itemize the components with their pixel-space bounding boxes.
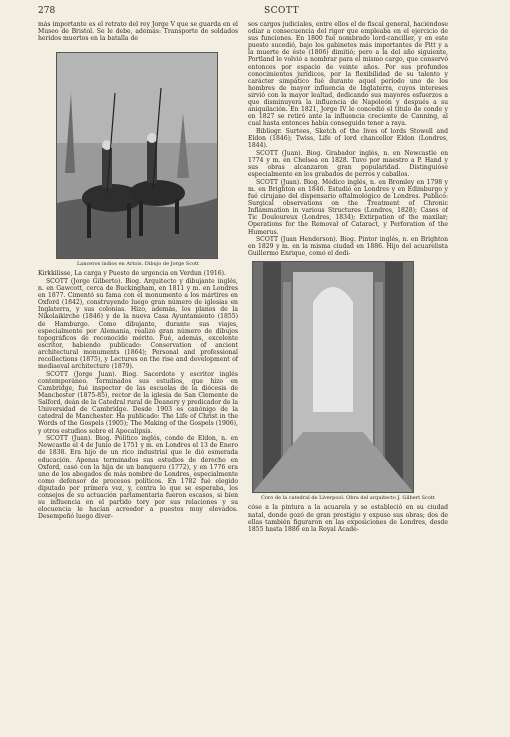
entry-juan-eldon: SCOTT (Juan). Biog. Político inglés, conde de Eldon, n. en Newcastle el 4 de Junio de 1751 y m. en Londres el 13 de Enero de 1838. Era hijo de un rico industrial que le dió esmerada educación. Apenas terminados sus estudios de derecho en Oxford, casó con la hija de un banquero (1772), y en 1776 era uno de los abogados de más nombre de Londres, especialmente como defensor de procesos políticos. En 1782 fué elegido diputado por primera vez, y, contra lo que se esperaba, los consejos de su actuación parlamentaria fueron escasos, si bien su influencia en el partido tory por sus relaciones y su elocuencia le hacían acreedor a puestos muy elevados. Desempeñó luego diver- — [38, 435, 238, 521]
page-header — [38, 6, 452, 20]
left-top-paragraph: más importante es el retrato del rey Jorge V que se guarda en el Museo de Bristol. Se le debe, además: Transporte de soldados heridos muertos en la batalla de — [38, 21, 238, 43]
cathedral-drawing — [253, 262, 413, 492]
lancers-caption: Lanceros indios en Artois. Dibujo de Jorge Scott — [76, 261, 200, 268]
bibliography: Bibliogr. Surtees, Sketch of the lives of lords Stowell and Eldon (1846); Twiss, Life of lord chancellor Eldon (Londres, 1844). — [248, 128, 448, 150]
entry-juan-henderson: SCOTT (Juan Henderson). Biog. Pintor inglés, n. en Brighton en 1829 y m. en la misma ciudad en 1886. Hijo del acuarelista Guillermo Enrique, comó el dedi- — [248, 236, 448, 258]
entry-juan-medico: SCOTT (Juan). Biog. Médico inglés, n. en Bromley en 1798 y m. en Brighton en 1846. Estudió en Londres y en Edimburgo y fué cirujano del dispensario oftalmológico de Londres. Publicó: Surgical observations on the Treatment of Chronic Inflammation in various Structures (Londres, 1828); Cases of Tic Douloureux (Londres, 1834); Extirpation of the maxilar; Operations for the Removal of Cataract, y Perforation of the Humerus. — [248, 178, 448, 236]
right-after-image: cóse a la pintura a la acuarela y se estableció en su ciudad natal, donde gozó de gran prestigio y expuso sus obras; dos de ellas también figuraron en las exposiciones de Londres, desde 1855 hasta 1886 en la Royal Acade- — [248, 504, 448, 533]
entry-eldon-continued: sos cargos judiciales, entre ellos el de fiscal general, haciéndose odiar a consecuencia del rigor que empleaba en el ejercicio de sus funciones. En 1800 fué nombrado lord-canciller, y en este puesto sucedió, bajo los gabinetes más importantes de Pitt y a la muerte de éste (1806) dimitió; pero a la del año siguiente, Portland le volvió a nombrar para el mismo cargo, que conservó entonces por espacio de veinte años. Por sus profundos conocimientos jurídicos, por la flexibilidad de su talento y carácter simpático fué durante aquel período uno de los hombres de mayor influencia de Inglaterra, cuyos intereses sirvió con la mayor lealtad, dedicando sus mayores esfuerzos a que disminuyera la influencia de Napoleón y después a su aniquilación. En 1821, Jorge IV le concedió el título de conde y en 1827 se retiró ante la influencia creciente de Canning, al cual hasta entonces había conseguido tener a raya. — [248, 21, 448, 128]
page-number: 278 — [38, 6, 56, 16]
cathedral-photo — [252, 261, 414, 493]
running-title: SCOTT — [264, 6, 300, 16]
entry-jorge-juan: SCOTT (Jorge Juan). Biog. Sacerdote y escritor inglés contemporáneo. Terminados sus estudios, que hizo en Cambridge, fué inspector de las escuelas de la diócesis de Manchester (1875-85), rector de la iglesia de San Clemente de Salford, deán de la Catedral rural de Deanery y predicador de la Universidad de Cambridge. Desde 1903 es canónigo de la catedral de Manchester. Ha publicado: The Life of Christ in the Words of the Gospels (1905); The Making of the Gospels (1906), y otros estudios sobre el Apocalipsis. — [38, 370, 238, 435]
cathedral-caption: Coro de la catedral de Liverpool. Obra del arquitecto J. Gilbert Scott — [261, 495, 435, 502]
left-after-image: Kirkkilisse, La carga y Puesto de urgencia en Verdun (1916). — [38, 270, 226, 278]
entry-jorge-gilberto: SCOTT (Jorge Gilberto). Biog. Arquitecto y dibujante inglés, n. en Gawcott, cerca de Buckingham, en 1811 y m. en Londres en 1877. Cimentó su fama con el monumento a los mártires en Oxford (1842), construyendo luego gran número de iglesias en Inglaterra, y sus colonias. Hizo, además, los planos de la Nikolaikirche (1846) y de la nueva Casa Ayuntamiento (1855) de Hamburgo. Como dibujante, durante sus viajes, especialmente por Alemania, realizó gran número de dibujos topográficos de reconocido mérito. Fué, además, excelente escritor, habiendo publicado: Conservation of ancient architectural monuments (1864); Personal and professional recollections (1875), y Lectures on the rise and development of mediaeval architecture (1879). — [38, 277, 238, 371]
left-column — [38, 21, 238, 721]
entry-juan-grabador: SCOTT (Juan). Biog. Grabador inglés, n. en Newcastle en 1774 y m. en Chelsea en 1828. Tuvo por maestro a P. Hand y sus obras alcanzaron gran popularidad. Distinguióse especialmente en los grabados de perros y caballos. — [248, 149, 448, 179]
lancers-illustration — [56, 52, 218, 259]
lancers-drawing — [57, 53, 217, 258]
right-column — [248, 21, 448, 721]
